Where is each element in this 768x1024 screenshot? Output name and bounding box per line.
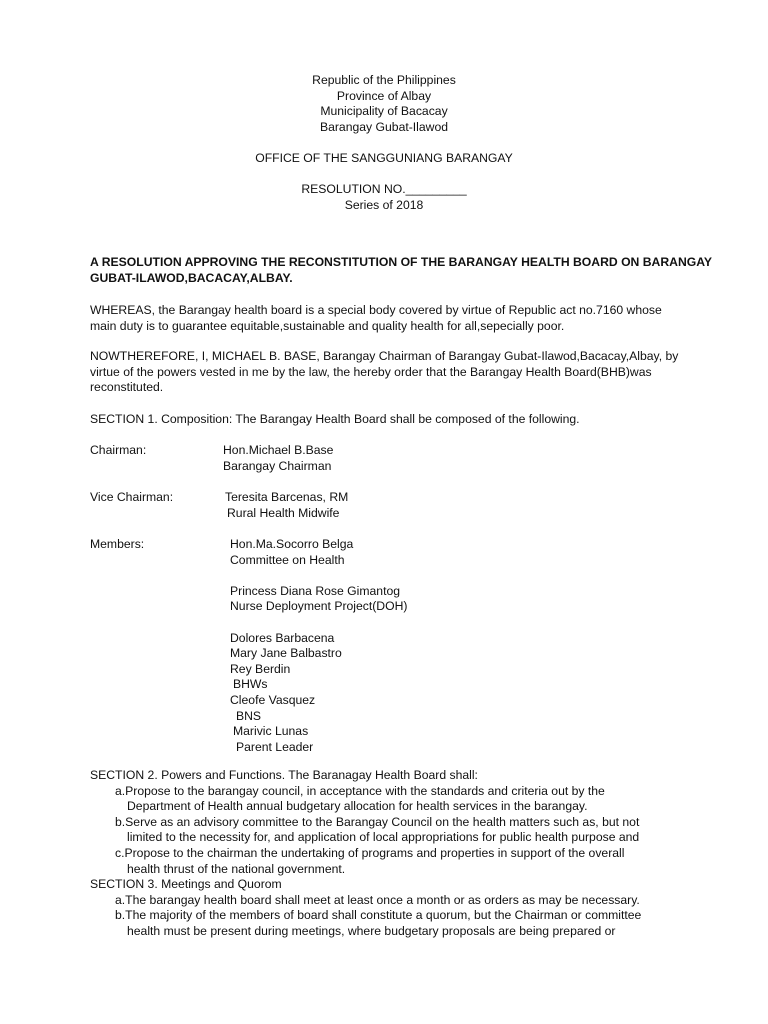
member-5-name: Rey Berdin xyxy=(230,661,291,676)
title-line-1: A RESOLUTION APPROVING THE RECONSTITUTION OF THE BARANGAY HEALTH BOARD ON BARANGAY xyxy=(90,255,713,269)
member-2-title: Nurse Deployment Project(DOH) xyxy=(230,599,408,614)
section-2 xyxy=(90,768,690,940)
resolution-series: Series of 2018 xyxy=(344,197,424,212)
resolution-number-block xyxy=(0,182,768,213)
title-line-2: GUBAT-ILAWOD,BACACAY,ALBAY. xyxy=(90,270,293,285)
header-barangay: Barangay Gubat-Ilawod xyxy=(319,119,449,134)
section-3-heading: SECTION 3. Meetings and Quorom xyxy=(90,877,282,892)
vice-chairman-names xyxy=(225,490,348,521)
member-7-name: Marivic Lunas xyxy=(233,724,309,739)
section-2-item-a-line-1: a.Propose to the barangay council, in acceptance with the standards and criteria out by the xyxy=(115,783,605,798)
section-3-item-b-line-1: b.The majority of the members of board shall constitute a quorum, but the Chairman or committee xyxy=(115,908,642,923)
chairman-name: Hon.Michael B.Base xyxy=(223,443,334,457)
resolution-number: RESOLUTION NO._________ xyxy=(301,182,467,196)
section-1-heading-text: SECTION 1. Composition: The Barangay Health Board shall be composed of the following. xyxy=(90,412,580,426)
header-province: Province of Albay xyxy=(336,88,432,103)
resolution-title xyxy=(90,255,713,286)
members-spacer-2 xyxy=(230,615,407,631)
member-5-title: BHWs xyxy=(233,677,268,692)
member-1-name: Hon.Ma.Socorro Belga xyxy=(230,537,354,551)
header-republic: Republic of the Philippines xyxy=(312,73,456,87)
section-2-item-c-line-1: c.Propose to the chairman the undertaking of programs and properties in support of the overall xyxy=(115,845,625,860)
chairman-role-label: Chairman: xyxy=(90,443,147,457)
section-2-heading: SECTION 2. Powers and Functions. The Baranagay Health Board shall: xyxy=(90,768,478,782)
vice-chairman-name: Teresita Barcenas, RM xyxy=(225,490,349,504)
members-list xyxy=(230,537,407,755)
members-spacer-1 xyxy=(230,568,407,584)
members-role-label: Members: xyxy=(90,537,145,551)
section-2-item-a-line-2: Department of Health annual budgetary allocation for health services in the barangay. xyxy=(127,799,588,814)
whereas-line-2: main duty is to guarantee equitable,sustainable and quality health for all,sepecially poor. xyxy=(90,318,565,333)
member-2-name: Princess Diana Rose Gimantog xyxy=(230,583,401,598)
whereas-line-1: WHEREAS, the Barangay health board is a special body covered by virtue of Republic act no.7160 whose xyxy=(90,303,662,317)
section-2-item-b-line-1: b.Serve as an advisory committee to the Barangay Council on the health matters such as, but not xyxy=(115,814,640,829)
office-title: OFFICE OF THE SANGGUNIANG BARANGAY xyxy=(255,151,513,165)
member-6-title: BNS xyxy=(236,708,262,723)
member-1-title: Committee on Health xyxy=(230,552,345,567)
chairman-title: Barangay Chairman xyxy=(223,458,332,473)
nowtherefore-clause xyxy=(90,349,690,396)
member-3-name: Dolores Barbacena xyxy=(230,630,335,645)
nowtherefore-line-3: reconstituted. xyxy=(90,380,164,395)
header-municipality: Municipality of Bacacay xyxy=(320,104,448,119)
nowtherefore-line-1: NOWTHEREFORE, I, MICHAEL B. BASE, Barangay Chairman of Barangay Gubat-Ilawod,Bacacay,Albay, by xyxy=(90,349,679,363)
vice-chairman-title: Rural Health Midwife xyxy=(227,505,340,520)
section-3-item-a-line-1: a.The barangay health board shall meet at least once a month or as orders as may be necessary. xyxy=(115,892,640,907)
nowtherefore-line-2: virtue of the powers vested in me by the law, the hereby order that the Barangay Health Board(BHB)was xyxy=(90,364,652,379)
chairman-names xyxy=(223,443,333,474)
section-1-heading xyxy=(90,412,690,428)
vice-chairman-role-label: Vice Chairman: xyxy=(90,490,174,504)
section-2-item-b-line-2: limited to the necessity for, and application of local appropriations for public health purpose and xyxy=(127,830,640,845)
section-3-item-b-line-2: health must be present during meetings, where budgetary proposals are being prepared or xyxy=(127,923,616,938)
member-6-name: Cleofe Vasquez xyxy=(230,692,316,707)
member-4-name: Mary Jane Balbastro xyxy=(230,646,342,661)
member-7-title: Parent Leader xyxy=(236,739,314,754)
section-2-item-c-line-2: health thrust of the national government. xyxy=(127,861,346,876)
whereas-clause xyxy=(90,303,690,334)
document-header xyxy=(0,73,768,135)
